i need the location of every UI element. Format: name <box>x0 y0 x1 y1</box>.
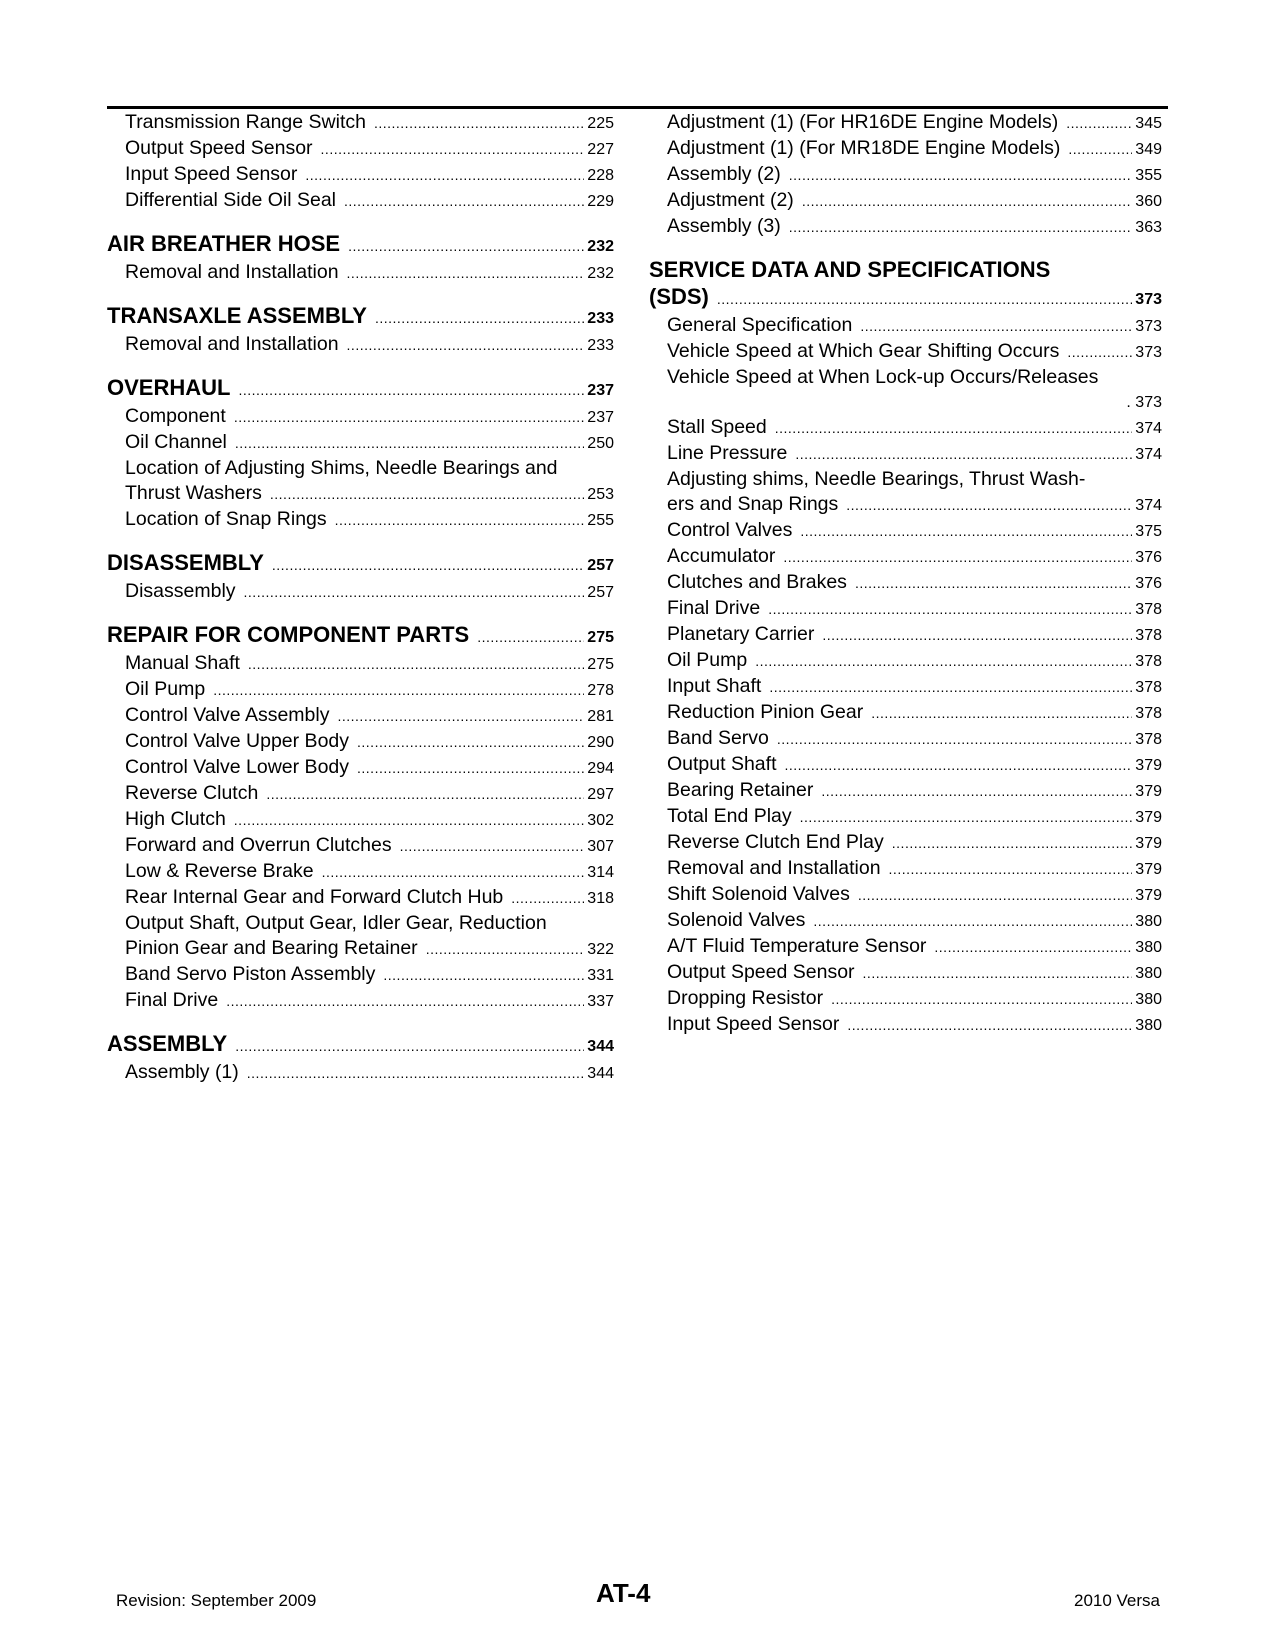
dot-leader <box>802 189 1132 214</box>
dot-leader <box>335 508 585 533</box>
toc-entry[interactable] <box>107 404 614 430</box>
toc-entry[interactable] <box>107 677 614 703</box>
toc-entry[interactable] <box>649 441 1162 467</box>
toc-page-number: 255 <box>587 512 614 529</box>
dot-leader <box>322 860 585 885</box>
toc-section[interactable] <box>107 621 614 651</box>
toc-entry[interactable] <box>107 1060 614 1086</box>
toc-entry[interactable] <box>649 908 1162 934</box>
toc-title: Disassembly <box>125 580 236 602</box>
toc-section[interactable] <box>107 230 614 260</box>
toc-title: Dropping Resistor <box>667 987 824 1009</box>
toc-title: Accumulator <box>667 545 776 567</box>
dot-leader <box>1066 111 1132 136</box>
toc-page-number: 344 <box>587 1038 614 1055</box>
toc-entry-line[interactable]: Vehicle Speed at When Lock-up Occurs/Releases <box>667 366 1099 388</box>
toc-entry[interactable] <box>649 622 1162 648</box>
dot-leader <box>821 779 1132 804</box>
toc-entry[interactable] <box>649 136 1162 162</box>
toc-entry[interactable] <box>649 778 1162 804</box>
toc-entry[interactable] <box>107 859 614 885</box>
toc-page-number: 379 <box>1135 835 1162 852</box>
toc-entry[interactable] <box>649 415 1162 441</box>
toc-title: Control Valve Upper Body <box>125 730 350 752</box>
toc-title: Assembly (2) <box>667 163 781 185</box>
footer-revision: Revision: September 2009 <box>116 1591 317 1610</box>
dot-leader <box>477 624 584 651</box>
toc-title: Removal and Installation <box>667 857 881 879</box>
toc-entry[interactable] <box>649 518 1162 544</box>
toc-entry[interactable] <box>107 962 614 988</box>
toc-entry[interactable] <box>107 110 614 136</box>
dot-leader <box>889 857 1133 882</box>
toc-title: Bearing Retainer <box>667 779 814 801</box>
dot-leader <box>1067 340 1132 365</box>
toc-entry[interactable] <box>649 830 1162 856</box>
toc-title: ers and Snap Rings <box>667 493 839 515</box>
toc-title: Adjustment (1) (For MR18DE Engine Models) <box>667 137 1061 159</box>
toc-entry[interactable] <box>649 700 1162 726</box>
toc-page-number: 257 <box>587 584 614 601</box>
toc-title: DISASSEMBLY <box>107 550 264 575</box>
dot-leader <box>800 805 1133 830</box>
toc-title: Oil Pump <box>125 678 206 700</box>
toc-page-number: 378 <box>1135 731 1162 748</box>
toc-title: Final Drive <box>667 597 761 619</box>
dot-leader <box>795 442 1132 467</box>
toc-page-number: 307 <box>587 838 614 855</box>
dot-leader <box>348 233 584 260</box>
toc-page-number: 229 <box>587 193 614 210</box>
dot-leader <box>234 405 584 430</box>
toc-title: Differential Side Oil Seal <box>125 189 336 211</box>
dot-leader <box>755 649 1132 674</box>
toc-page-number: 378 <box>1135 679 1162 696</box>
toc-title: REPAIR FOR COMPONENT PARTS <box>107 622 470 647</box>
toc-page-number: 318 <box>587 890 614 907</box>
dot-leader <box>871 701 1132 726</box>
toc-entry[interactable] <box>649 986 1162 1012</box>
dot-leader <box>800 519 1132 544</box>
toc-page-number: 302 <box>587 812 614 829</box>
toc-entry[interactable] <box>107 988 614 1014</box>
toc-title: Forward and Overrun Clutches <box>125 834 392 856</box>
dot-leader <box>863 961 1133 986</box>
toc-page-number: 232 <box>587 238 614 255</box>
dot-leader <box>383 963 584 988</box>
dot-leader <box>247 1061 585 1086</box>
toc-page-number: 378 <box>1135 627 1162 644</box>
dot-leader <box>244 580 585 605</box>
toc-title: Input Speed Sensor <box>125 163 298 185</box>
toc-title: Adjustment (2) <box>667 189 794 211</box>
toc-title: Manual Shaft <box>125 652 240 674</box>
toc-title: Planetary Carrier <box>667 623 815 645</box>
toc-page-number: 344 <box>587 1065 614 1082</box>
toc-entry[interactable] <box>107 651 614 677</box>
toc-title: Removal and Installation <box>125 261 339 283</box>
dot-leader <box>347 333 585 358</box>
toc-title: AIR BREATHER HOSE <box>107 231 341 256</box>
dot-leader <box>426 937 585 962</box>
dot-leader <box>344 189 584 214</box>
toc-page-number: 379 <box>1135 887 1162 904</box>
toc-entry[interactable] <box>107 430 614 456</box>
toc-title: Final Drive <box>125 989 219 1011</box>
toc-page-number: . 373 <box>1126 394 1162 411</box>
toc-page-number: 331 <box>587 967 614 984</box>
dot-leader <box>813 909 1132 934</box>
toc-entry[interactable] <box>107 579 614 605</box>
toc-page-number: 225 <box>587 115 614 132</box>
toc-title: Output Shaft <box>667 753 777 775</box>
toc-title: Adjustment (1) (For HR16DE Engine Models) <box>667 111 1059 133</box>
toc-section-line[interactable]: SERVICE DATA AND SPECIFICATIONS <box>649 257 1051 282</box>
toc-title: Reverse Clutch <box>125 782 259 804</box>
toc-page-number: 237 <box>587 382 614 399</box>
toc-title: TRANSAXLE ASSEMBLY <box>107 303 367 328</box>
toc-title: Oil Channel <box>125 431 227 453</box>
dot-leader <box>213 678 584 703</box>
toc-title: Location of Snap Rings <box>125 508 327 530</box>
toc-page-number: 233 <box>587 337 614 354</box>
dot-leader <box>511 886 584 911</box>
toc-entry[interactable] <box>107 755 614 781</box>
toc-page-number: 228 <box>587 167 614 184</box>
dot-leader <box>831 987 1132 1012</box>
toc-page-number: 379 <box>1135 861 1162 878</box>
toc-page-number: 250 <box>587 435 614 452</box>
toc-entry[interactable] <box>107 781 614 807</box>
dot-leader <box>266 782 584 807</box>
toc-page-number: 378 <box>1135 653 1162 670</box>
toc-entry[interactable] <box>107 136 614 162</box>
dot-leader <box>238 377 584 404</box>
toc-page-number: 379 <box>1135 809 1162 826</box>
toc-page-number: 374 <box>1135 420 1162 437</box>
toc-title: Removal and Installation <box>125 333 339 355</box>
toc-entry[interactable] <box>649 934 1162 960</box>
dot-leader <box>226 989 584 1014</box>
dot-leader <box>234 808 585 833</box>
toc-page-number: 294 <box>587 760 614 777</box>
toc-entry[interactable] <box>107 885 614 911</box>
footer-model: 2010 Versa <box>1073 1591 1160 1610</box>
dot-leader <box>822 623 1132 648</box>
toc-title: Input Speed Sensor <box>667 1013 840 1035</box>
toc-page-number: 363 <box>1135 219 1162 236</box>
toc-entry[interactable] <box>107 162 614 188</box>
toc-entry[interactable] <box>649 1012 1162 1038</box>
toc-page-number: 232 <box>587 265 614 282</box>
toc-entry[interactable] <box>649 804 1162 830</box>
dot-leader <box>375 305 584 332</box>
dot-leader <box>860 314 1132 339</box>
dot-leader <box>347 261 585 286</box>
dot-leader <box>717 286 1132 313</box>
toc-entry[interactable] <box>649 960 1162 986</box>
toc-title: Output Speed Sensor <box>125 137 313 159</box>
dot-leader <box>337 704 584 729</box>
toc-title: Clutches and Brakes <box>667 571 847 593</box>
dot-leader <box>305 163 584 188</box>
toc-page-number: 237 <box>587 409 614 426</box>
toc-page-number: 379 <box>1135 757 1162 774</box>
dot-leader <box>789 163 1133 188</box>
toc-page-number: 373 <box>1135 291 1162 308</box>
toc-page-number: 355 <box>1135 167 1162 184</box>
dot-leader <box>374 111 584 136</box>
toc-page-number: 374 <box>1135 497 1162 514</box>
dot-leader <box>270 482 584 507</box>
toc-page-number: 380 <box>1135 1017 1162 1034</box>
toc-entry[interactable] <box>649 544 1162 570</box>
toc-title: Control Valves <box>667 519 793 541</box>
toc-title: Band Servo <box>667 727 769 749</box>
toc-title: Control Valve Lower Body <box>125 756 350 778</box>
toc-title: Total End Play <box>667 805 792 827</box>
toc-title: Line Pressure <box>667 442 788 464</box>
toc-title: A/T Fluid Temperature Sensor <box>667 935 927 957</box>
toc-section[interactable] <box>107 549 614 579</box>
dot-leader <box>777 727 1132 752</box>
toc-page-number: 275 <box>587 656 614 673</box>
toc-page-number: 233 <box>587 310 614 327</box>
toc-section[interactable] <box>649 283 1162 313</box>
dot-leader <box>400 834 585 859</box>
dot-leader <box>248 652 584 677</box>
toc-page-number: 380 <box>1135 965 1162 982</box>
toc-entry[interactable] <box>107 833 614 859</box>
toc-title: Reduction Pinion Gear <box>667 701 864 723</box>
toc-title: Input Shaft <box>667 675 762 697</box>
toc-page-number: 374 <box>1135 446 1162 463</box>
toc-page-number: 375 <box>1135 523 1162 540</box>
toc-entry[interactable] <box>649 674 1162 700</box>
dot-leader <box>235 1033 584 1060</box>
toc-page-number: 360 <box>1135 193 1162 210</box>
toc-entry[interactable] <box>649 596 1162 622</box>
toc-page-number: 278 <box>587 682 614 699</box>
toc-title: Solenoid Valves <box>667 909 806 931</box>
toc-page-number: 227 <box>587 141 614 158</box>
toc-entry[interactable] <box>649 492 1162 518</box>
toc-title: Rear Internal Gear and Forward Clutch Hub <box>125 886 504 908</box>
toc-entry[interactable] <box>107 260 614 286</box>
toc-entry[interactable] <box>107 703 614 729</box>
toc-entry[interactable] <box>649 648 1162 674</box>
toc-title: General Specification <box>667 314 853 336</box>
toc-entry[interactable] <box>107 507 614 533</box>
toc-title: Transmission Range Switch <box>125 111 366 133</box>
toc-title: Pinion Gear and Bearing Retainer <box>125 937 418 959</box>
toc-entry[interactable] <box>649 752 1162 778</box>
toc-entry[interactable] <box>649 856 1162 882</box>
toc-entry[interactable] <box>107 332 614 358</box>
toc-column-right <box>649 110 1162 1038</box>
toc-title: Low & Reverse Brake <box>125 860 314 882</box>
toc-entry-line[interactable]: Output Shaft, Output Gear, Idler Gear, Reduction <box>125 912 547 934</box>
dot-leader <box>892 831 1133 856</box>
toc-column-left <box>107 110 614 1086</box>
toc-page-number: 253 <box>587 486 614 503</box>
toc-page-number: 322 <box>587 941 614 958</box>
toc-entry[interactable] <box>649 726 1162 752</box>
toc-page-number: 380 <box>1135 939 1162 956</box>
footer-page-id: AT-4 <box>596 1578 651 1608</box>
toc-page-number: 378 <box>1135 705 1162 722</box>
toc-entry[interactable] <box>107 936 614 962</box>
toc-title: Assembly (3) <box>667 215 781 237</box>
dot-leader <box>768 597 1132 622</box>
toc-page-number: 297 <box>587 786 614 803</box>
toc-page-number: 275 <box>587 629 614 646</box>
toc-entry[interactable] <box>649 110 1162 136</box>
dot-leader <box>357 730 584 755</box>
dot-leader <box>789 215 1133 240</box>
toc-page-number: 376 <box>1135 575 1162 592</box>
toc-entry-line[interactable]: Adjusting shims, Needle Bearings, Thrust Wash- <box>667 468 1086 490</box>
toc-entry-line[interactable]: Location of Adjusting Shims, Needle Bearings and <box>125 457 558 479</box>
toc-entry[interactable] <box>107 481 614 507</box>
toc-entry[interactable] <box>649 570 1162 596</box>
toc-page-number: 290 <box>587 734 614 751</box>
toc-page-number: 337 <box>587 993 614 1010</box>
dot-leader <box>321 137 585 162</box>
toc-title: Oil Pump <box>667 649 748 671</box>
toc-page-number: 373 <box>1135 344 1162 361</box>
toc-title: Control Valve Assembly <box>125 704 330 726</box>
toc-entry[interactable] <box>649 882 1162 908</box>
toc-entry[interactable] <box>649 188 1162 214</box>
toc-title: Stall Speed <box>667 416 767 438</box>
toc-page-number: 349 <box>1135 141 1162 158</box>
dot-leader <box>785 753 1133 778</box>
toc-page-number: 380 <box>1135 913 1162 930</box>
dot-leader <box>357 756 584 781</box>
toc-section[interactable] <box>107 1030 614 1060</box>
toc-title: High Clutch <box>125 808 226 830</box>
toc-title: Output Speed Sensor <box>667 961 855 983</box>
dot-leader <box>855 571 1132 596</box>
toc-page-number: 257 <box>587 557 614 574</box>
toc-title: Reverse Clutch End Play <box>667 831 884 853</box>
toc-title: Band Servo Piston Assembly <box>125 963 376 985</box>
toc-page-number: 380 <box>1135 991 1162 1008</box>
toc-page-number: 373 <box>1135 318 1162 335</box>
toc-entry[interactable] <box>649 339 1162 365</box>
toc-title: Component <box>125 405 226 427</box>
toc-entry[interactable] <box>649 313 1162 339</box>
top-rule <box>107 106 1168 109</box>
toc-page-number: 378 <box>1135 601 1162 618</box>
toc-entry[interactable] <box>649 162 1162 188</box>
toc-entry[interactable] <box>649 214 1162 240</box>
dot-leader <box>272 552 584 579</box>
toc-title: Shift Solenoid Valves <box>667 883 850 905</box>
dot-leader <box>783 545 1132 570</box>
toc-entry[interactable] <box>107 188 614 214</box>
toc-title: Thrust Washers <box>125 482 262 504</box>
toc-page-number: 376 <box>1135 549 1162 566</box>
toc-entry[interactable] <box>107 729 614 755</box>
dot-leader <box>775 416 1133 441</box>
dot-leader <box>769 675 1132 700</box>
toc-title: OVERHAUL <box>107 375 231 400</box>
toc-section[interactable] <box>107 374 614 404</box>
dot-leader <box>846 493 1132 518</box>
toc-title: Assembly (1) <box>125 1061 239 1083</box>
toc-title: Vehicle Speed at Which Gear Shifting Occurs <box>667 340 1060 362</box>
toc-section[interactable] <box>107 302 614 332</box>
toc-title: ASSEMBLY <box>107 1031 228 1056</box>
toc-page-number: 314 <box>587 864 614 881</box>
dot-leader <box>847 1013 1132 1038</box>
dot-leader <box>1068 137 1132 162</box>
dot-leader <box>934 935 1132 960</box>
dot-leader <box>235 431 584 456</box>
dot-leader <box>858 883 1132 908</box>
toc-page-number: 281 <box>587 708 614 725</box>
toc-entry[interactable] <box>107 807 614 833</box>
toc-title: (SDS) <box>649 284 709 309</box>
toc-page-number: 379 <box>1135 783 1162 800</box>
toc-page-number: 345 <box>1135 115 1162 132</box>
